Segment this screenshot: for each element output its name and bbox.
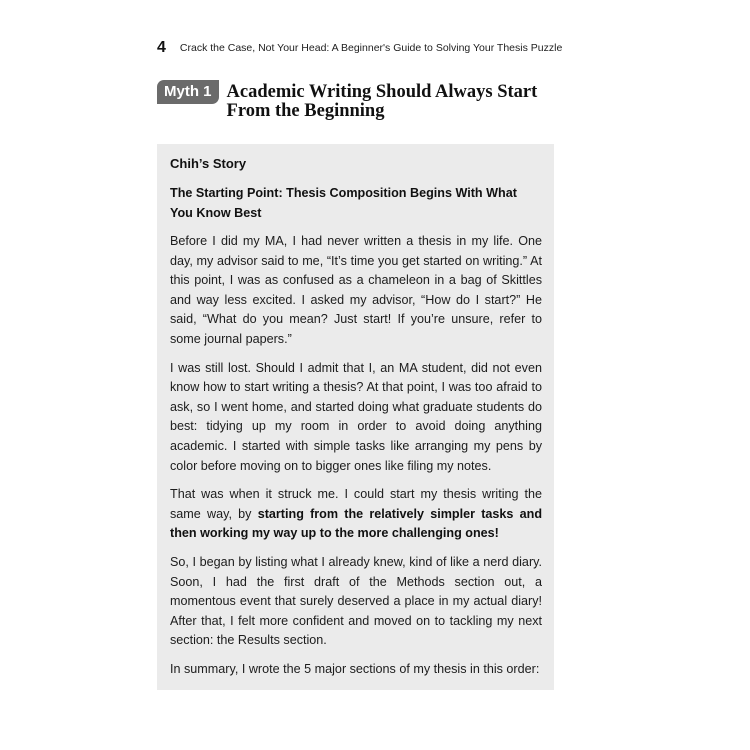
story-paragraph-2: I was still lost. Should I admit that I, an MA student, did not even know how to start writing a thesis? At that point, I was too afraid to ask, so I went home, and started doing what graduate students do best: tidying up my room in order to avoid doing anything academic. I started with simple tasks like arranging my pens by color before moving on to bigger ones like filing my notes.: [170, 360, 542, 473]
story-paragraph-3-emphasis: starting from the relatively simpler tasks and then working my way up to the more challenging ones!: [170, 506, 543, 541]
story-subtitle: The Starting Point: Thesis Composition Begins With What You Know Best: [170, 186, 517, 220]
story-paragraph-3: [170, 485, 542, 544]
story-paragraph-3-intro: That was when it struck me. I could start my thesis writing the same way, by: [170, 487, 542, 521]
story-paragraph-4: So, I began by listing what I already knew, kind of like a nerd diary. Soon, I had the first draft of the Methods section out, a momentous event that surely deserved a place in my actual diary! After that, I felt more confident and moved on to tackling my next section: the Results section.: [170, 554, 542, 648]
book-title: Crack the Case, Not Your Head: A Beginner's Guide to Solving Your Thesis Puzzle: [179, 42, 563, 54]
myth-title: Academic Writing Should Always Start From the Beginning: [226, 82, 538, 121]
page-number: 4: [157, 39, 166, 56]
story-paragraph-1: Before I did my MA, I had never written a thesis in my life. One day, my advisor said to me, “It’s time you get started on writing.” At this point, I was as confused as a chameleon in a bag of Skittles and way less excited. I asked my advisor, “How do I start?” He said, “What do you mean? Just start! If you’re unsure, refer to some journal papers.”: [170, 234, 542, 346]
story-paragraph-5: In summary, I wrote the 5 major sections of my thesis in this order:: [170, 661, 540, 676]
myth-heading: [157, 79, 547, 121]
story-label: Chih’s Story: [170, 156, 247, 171]
running-header: [157, 38, 562, 58]
story-box: [157, 144, 554, 690]
myth-badge: Myth 1: [157, 80, 219, 104]
